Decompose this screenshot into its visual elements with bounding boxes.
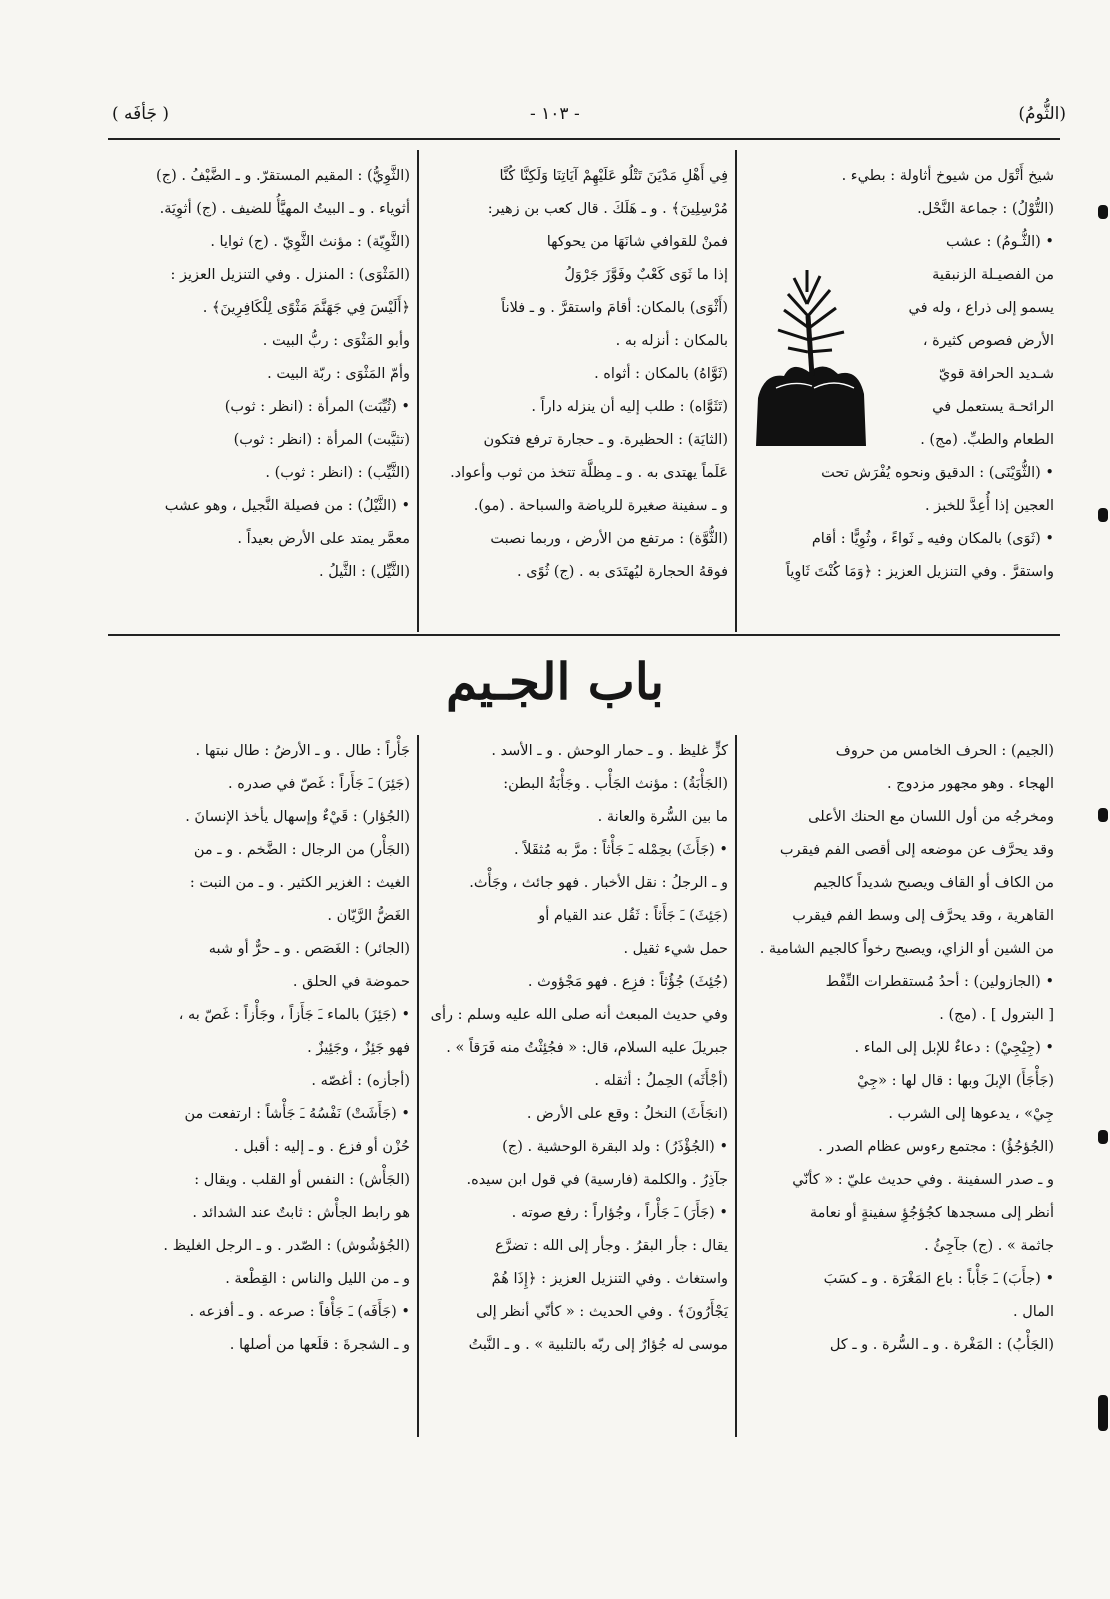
text-line: و ـ الشجرةَ : قلَعها من أصلها . [229, 1337, 410, 1353]
text-line: • (جَأَرَ) ـَ جَأْراً ، وجُؤاراً : رفع صوته . [511, 1205, 728, 1221]
text-line: • (جَأَفَه) ـَ جَأْفاً : صرعه . و ـ أفزعه . [189, 1304, 410, 1320]
text-line: وفي حديث المبعث أنه صلى الله عليه وسلم : رأى [430, 1007, 728, 1023]
text-line: (تَثَوَّاه) : طلب إليه أن ينزله داراً . [531, 399, 728, 415]
text-line: ومخرجُه من أول اللسان مع الحنك الأعلى [808, 809, 1054, 825]
text-line: (الثَّوِيُّ) : المقيم المستقرّ. و ـ الضَّيْفُ . (ج) [156, 168, 410, 184]
text-line: فوقهُ الحجارة ليُهتَدَى به . (ج) ثُوًى . [517, 564, 728, 580]
text-line: (أجْأَثَه) الحِملُ : أثقله . [594, 1073, 728, 1089]
text-line: جَأْراً : طال . و ـ الأرضُ : طال نبتها . [195, 743, 410, 759]
text-line: • (ثُيِّبَت) المرأة : (انظر : ثوب) [224, 399, 410, 415]
bottom-column-right [748, 735, 1054, 1362]
column-divider [417, 735, 419, 1437]
text-line: واستقرَّ . وفي التنزيل العزيز : ﴿وَمَا كُنْتَ ثَاوِياً [785, 564, 1054, 580]
text-line: حموضة في الحلق . [292, 974, 410, 990]
text-line: العجين إذا أُعِدَّ للخبز . [924, 498, 1054, 514]
text-line: (الجَأْر) من الرجال : الضَّخم . و ـ من [193, 842, 410, 858]
margin-mark [1098, 1130, 1108, 1144]
text-line: (تثيَّبت) المرأة : (انظر : ثوب) [233, 432, 410, 448]
top-column-left [108, 160, 410, 589]
text-line: (أَثْوَى) بالمكان: أقامَ واستقرَّ . و ـ فلاناً [501, 300, 728, 316]
text-line: (الجَأْبَةُ) : مؤنث الجَأْب . وجَأْبَةُ البطن: [503, 776, 728, 792]
text-line: الرائحـة يستعمل في [932, 399, 1054, 415]
text-line: • (الثُّـومُ) : عشب [946, 234, 1054, 250]
text-line: و ـ صدر السفينة . وفي حديث عليّ : « كأنّي [792, 1172, 1054, 1188]
text-line: (الجَأْش) : النفس أو القلب . ويقال : [194, 1172, 410, 1188]
text-line: وأبو المَثْوَى : ربُّ البيت . [262, 333, 410, 349]
text-line: يَجْأَرُونَ﴾ . وفي الحديث : « كأنّي أنظر إلى [476, 1304, 728, 1320]
page-number: - ١٠٣ - [530, 104, 580, 124]
column-divider [735, 150, 737, 632]
text-line: الغَضُّ الرَّيّان . [327, 908, 410, 924]
text-line: ﴿أَلَيْسَ فِي جَهَنَّمَ مَثْوًى لِلْكَافِرِينَ﴾ . [202, 300, 410, 316]
column-divider [417, 150, 419, 632]
text-line: هو رابط الجأْش : ثابتٌ عند الشدائد . [192, 1205, 410, 1221]
text-line: (الثَّوِيّة) : مؤنث الثَّوِيّ . (ج) ثوايا . [210, 234, 410, 250]
text-line: [ البترول ] . (مج) . [939, 1007, 1054, 1023]
text-line: ما بين السُّرة والعانة . [597, 809, 728, 825]
column-divider [735, 735, 737, 1437]
text-line: فمنْ للقوافي شانَهَا من يحوكها [546, 234, 728, 250]
text-line: (ثَوَّاهُ) بالمكان : أثواه . [594, 366, 728, 382]
header-left-entry: ( جَأفَه ) [112, 104, 170, 124]
text-line: (انجَأَثَ) النخلُ : وقع على الأرض . [526, 1106, 728, 1122]
text-line: وقد يحرَّف عن موضعه إلى أقصى الفم فيقرب [779, 842, 1054, 858]
text-line: بالمكان : أنزله به . [615, 333, 728, 349]
text-line: • (جَأَثَ) بحِمْله ـَ جَأْثاً : مرَّ به مُثقَلاً . [513, 842, 728, 858]
text-line: (التُّوْلُ) : جماعة النَّحْل. [917, 201, 1054, 217]
text-line: الهجاء . وهو مجهور مزدوج . [886, 776, 1054, 792]
text-line: (الثُّوَّة) : مرتفع من الأرض ، وربما نصبت [490, 531, 728, 547]
text-line: جبريلَ عليه السلام، قال: « فجُئِثْتُ منه فَرَقاً » . [446, 1040, 728, 1056]
text-line: شيخ أَتْوَل من شيوخ أثاولة : بطيء . [841, 168, 1054, 184]
section-title: باب الجـيم [445, 652, 665, 711]
text-line: واستغاث . وفي التنزيل العزيز : ﴿إِذَا هُمْ [491, 1271, 728, 1287]
text-line: (جُئِثَ) جُؤُثاً : فزِع . فهو مَجْؤوث . [527, 974, 728, 990]
margin-mark [1098, 1395, 1108, 1431]
section-rule [108, 634, 1060, 636]
text-line: (جَئِثَ) ـَ جَأَثاً : ثَقُل عند القيام أو [538, 908, 728, 924]
text-line: • (الجازولين) : أحدُ مُستقطرات النِّفْط [825, 974, 1054, 990]
text-line: جِيْ» ، يدعوها إلى الشرب . [888, 1106, 1054, 1122]
margin-mark [1098, 205, 1108, 219]
text-line: (جَئِرَ) ـَ جَأَراً : غَصّ في صدره . [228, 776, 410, 792]
text-line: • (ثَوَى) بالمكان وفيه ـِ ثَواءً ، وثُوِيًّا : أقام [811, 531, 1054, 547]
text-line: شـديد الحرافة قويّ [938, 366, 1054, 382]
text-line: وأمّ المَثْوَى : ربّة البيت . [267, 366, 410, 382]
text-line: (الثايَة) : الحظيرة. و ـ حجارة ترفع فتكون [483, 432, 728, 448]
header-right-entry: (الثُّومُ) [1018, 104, 1066, 124]
text-line: من الشين أو الزاي، ويصبح رخواً كالجيم الشامية . [759, 941, 1054, 957]
text-line: • (جَئِزَ) بالماء ـَ جَأَزاً ، وجَأْزاً : غَصّ به ، [178, 1007, 410, 1023]
text-line: (المَثْوَى) : المنزل . وفي التنزيل العزيز : [170, 267, 410, 283]
text-line: • (الثُّوَيْنَى) : الدقيق ونحوه يُفْرَش تحت [821, 465, 1054, 481]
text-line: و ـ من الليل والناس : القِطْعة . [225, 1271, 410, 1287]
text-line: الأرض فصوص كثيرة ، [922, 333, 1054, 349]
text-line: يقال : جأر البقرُ . وجأر إلى الله : تضرَّع [495, 1238, 728, 1254]
text-line: فهو جَئِزٌ ، وجَئِيزٌ . [307, 1040, 410, 1056]
bottom-column-left [108, 735, 410, 1362]
text-line: إذا ما ثَوَى كَعْبٌ وفَوَّزَ جَرْوَلُ [564, 267, 728, 283]
text-line: • (جَأَشَتْ) نَفْسُهُ ـَ جَأْشاً : ارتفعت من [184, 1106, 410, 1122]
text-line: من الفصيـلة الزنبقية [932, 267, 1054, 283]
text-line: (الجُؤجُؤُ) : مجتمع رءوس عظام الصدر . [818, 1139, 1054, 1155]
text-line: يسمو إلى ذراع ، وله في [908, 300, 1054, 316]
text-line: جآذِرُ . والكلمة (فارسية) في قول ابن سيده. [466, 1172, 728, 1188]
text-line: و ـ سفينة صغيرة للرياضة والسباحة . (مو). [473, 498, 728, 514]
text-line: الغيث : الغزير الكثير . و ـ من النبت : [189, 875, 410, 891]
text-line: • (جأَبَ) ـَ جَأْباً : باع المَغْرَة . و ـ كسَبَ [823, 1271, 1054, 1287]
text-line: فِي أَهْلِ مَدْيَنَ تَتْلُو عَلَيْهِمْ آيَاتِنَا وَلَكِنَّا كُنَّا [499, 168, 728, 184]
text-line: • (جِيْجِيْ) : دعاءٌ للإبل إلى الماء . [854, 1040, 1054, 1056]
text-line: من الكاف أو القاف ويصبح شديداً كالجيم [813, 875, 1054, 891]
top-column-middle [428, 160, 728, 589]
text-line: جاثمة » . (ج) جآجِئُ . [924, 1238, 1054, 1254]
text-line: (الجَأْبُ) : المَغْرة . و ـ السُّرة . و ـ كل [829, 1337, 1054, 1353]
text-line: أثوياء . و ـ البيتُ المهيَّأُ للضيف . (ج) أثوِيَة. [159, 201, 410, 217]
text-line: و ـ الرجلُ : نقل الأخبار . فهو جائث ، وجَأْث. [469, 875, 728, 891]
text-line: مُرْسِلِينَ﴾ . و ـ هَلَكَ . قال كعب بن زهير: [487, 201, 728, 217]
text-line: كزٍّ غليظ . و ـ حمار الوحش . و ـ الأسد . [491, 743, 728, 759]
text-line: عَلَماً يهتدى به . و ـ مِظلَّة تتخذ من ثوب وأعواد. [450, 465, 728, 481]
header-rule [108, 138, 1060, 140]
text-line: (الثَّيِّل) : الثَّيلُ . [319, 564, 410, 580]
text-line: (جَأْجَأَ) الإبلَ وبها : قال لها : «جِيْ [857, 1073, 1054, 1089]
text-line: القاهرية ، وقد يحرَّف إلى وسط الفم فيقرب [792, 908, 1054, 924]
text-line: • (الجُؤْذَرُ) : ولد البقرة الوحشية . (ج) [502, 1139, 728, 1155]
text-line: (الجيم) : الحرف الخامس من حروف [835, 743, 1054, 759]
margin-mark [1098, 508, 1108, 522]
bottom-column-middle [428, 735, 728, 1362]
text-line: (الجائر) : الغَصَص . و ـ حرٌّ أو شبه [208, 941, 410, 957]
text-line: معمَّر يمتد على الأرض بعيداً . [237, 531, 410, 547]
garlic-plant-illustration [754, 268, 870, 448]
text-line: المال . [1012, 1304, 1054, 1320]
text-line: • (الثَّيْلُ) : من فصيلة النَّجيل ، وهو عشب [164, 498, 410, 514]
text-line: أنظر إلى مسجدها كجُؤجُؤِ سفينةٍ أو نعامة [809, 1205, 1054, 1221]
text-line: الطعام والطبِّ. (مج) . [920, 432, 1054, 448]
text-line: حُزْن أو فزع . و ـ إليه : أقبل . [234, 1139, 410, 1155]
margin-mark [1098, 808, 1108, 822]
text-line: (الثَّيِّب) : (انظر : ثوب) . [265, 465, 410, 481]
text-line: (أجأزه) : أغصّه . [311, 1073, 410, 1089]
text-line: (الجُؤشُوش) : الصّدر . و ـ الرجل الغليظ . [163, 1238, 410, 1254]
text-line: (الجُؤار) : قَيْءٌ وإسهال يأخذ الإنسانَ . [185, 809, 410, 825]
text-line: موسى له جُؤارٌ إلى ربّه بالتلبية » . و ـ النَّبتُ [468, 1337, 728, 1353]
text-line: حمل شيء ثقيل . [623, 941, 728, 957]
